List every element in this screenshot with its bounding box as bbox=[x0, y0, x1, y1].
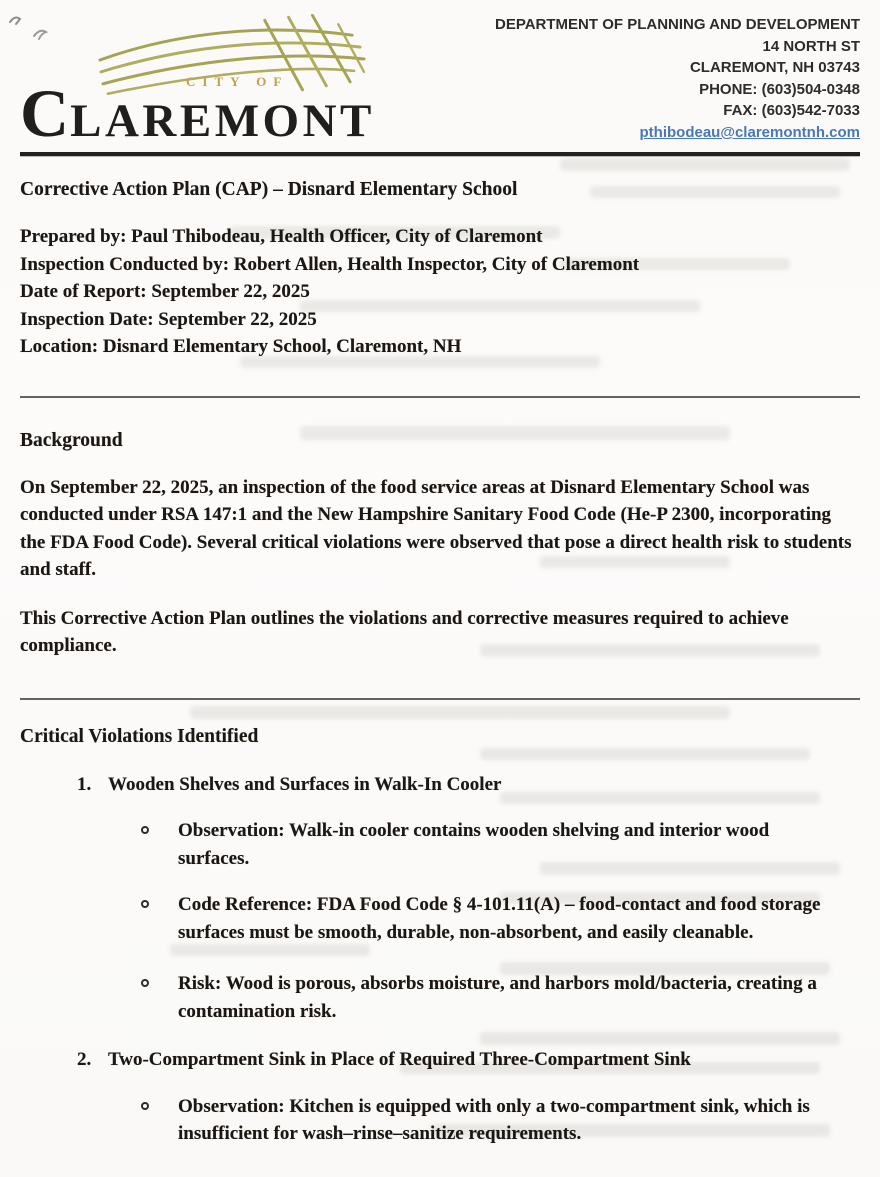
contact-department: DEPARTMENT OF PLANNING AND DEVELOPMENT bbox=[494, 16, 860, 33]
contact-address-line2: CLAREMONT, NH 03743 bbox=[689, 59, 860, 77]
background-paragraph: On September 22, 2025, an inspection of the food service areas at Disnard Elementary School was conducted under RSA 147:1 and the New Hampshire Sanitary Food Code (He-P 2300, incorporating the FDA Food Code). Several critical violations were observed that pose a direct health risk to students and staff. bbox=[20, 476, 852, 581]
violation-bullet bbox=[20, 1093, 860, 1148]
circle-bullet-icon bbox=[141, 891, 178, 946]
violation-bullet bbox=[20, 970, 860, 1025]
violation-observation: Observation: Walk-in cooler contains wooden shelving and interior wood surfaces. bbox=[178, 820, 770, 869]
document-title: Corrective Action Plan (CAP) – Disnard Elementary School bbox=[20, 179, 518, 200]
section-divider bbox=[20, 396, 860, 398]
meta-date-of-report: Date of Report: September 22, 2025 bbox=[20, 281, 310, 303]
background-heading: Background bbox=[20, 429, 123, 451]
violation-item bbox=[20, 771, 860, 1026]
circle-bullet-icon bbox=[141, 1093, 178, 1148]
logo-wordmark bbox=[20, 74, 375, 160]
section-divider bbox=[20, 698, 860, 700]
violation-code-reference: Code Reference: FDA Food Code § 4-101.11(A) – food-contact and food storage surfaces must be smooth, durable, non-absorbent, and easily cleanable. bbox=[178, 894, 821, 943]
meta-inspection-date: Inspection Date: September 22, 2025 bbox=[20, 308, 317, 330]
violation-risk: Risk: Wood is porous, absorbs moisture, and harbors mold/bacteria, creating a contamination risk. bbox=[178, 973, 817, 1022]
violation-bullet bbox=[20, 891, 860, 946]
violation-item bbox=[20, 1046, 860, 1148]
contact-fax: FAX: (603)542-7033 bbox=[723, 102, 860, 120]
violation-title bbox=[20, 771, 860, 799]
meta-location: Location: Disnard Elementary School, Claremont, NH bbox=[20, 336, 462, 358]
report-metadata bbox=[20, 223, 860, 361]
violations-heading: Critical Violations Identified bbox=[20, 725, 259, 747]
background-paragraph: This Corrective Action Plan outlines the violations and corrective measures required to achieve compliance. bbox=[20, 607, 789, 657]
logo-name-rest: LAREMONT bbox=[70, 95, 375, 147]
circle-bullet-icon bbox=[141, 970, 178, 1025]
violation-number: 1. bbox=[77, 773, 92, 795]
circle-bullet-icon bbox=[141, 817, 178, 872]
logo-initial: C bbox=[20, 75, 71, 151]
violation-title bbox=[20, 1046, 860, 1074]
contact-email-link[interactable]: pthibodeau@claremontnh.com bbox=[639, 123, 860, 141]
contact-block bbox=[495, 14, 860, 144]
violation-title-text: Wooden Shelves and Surfaces in Walk-In Cooler bbox=[108, 773, 502, 795]
meta-prepared-by: Prepared by: Paul Thibodeau, Health Officer, City of Claremont bbox=[20, 226, 543, 247]
contact-phone: PHONE: (603)504-0348 bbox=[699, 80, 860, 98]
city-logo bbox=[20, 10, 440, 152]
contact-address-line1: 14 NORTH ST bbox=[762, 37, 860, 55]
logo-tagline: CITY OF bbox=[186, 74, 289, 89]
letterhead bbox=[20, 10, 860, 152]
violation-number: 2. bbox=[77, 1049, 92, 1071]
violation-bullet bbox=[20, 817, 860, 872]
violation-observation: Observation: Kitchen is equipped with only a two-compartment sink, which is insufficient for wash–rinse–sanitize requirements. bbox=[178, 1095, 810, 1145]
meta-inspection-conducted-by: Inspection Conducted by: Robert Allen, Health Inspector, City of Claremont bbox=[20, 253, 640, 275]
violation-title-text: Two-Compartment Sink in Place of Required Three-Compartment Sink bbox=[108, 1049, 691, 1071]
